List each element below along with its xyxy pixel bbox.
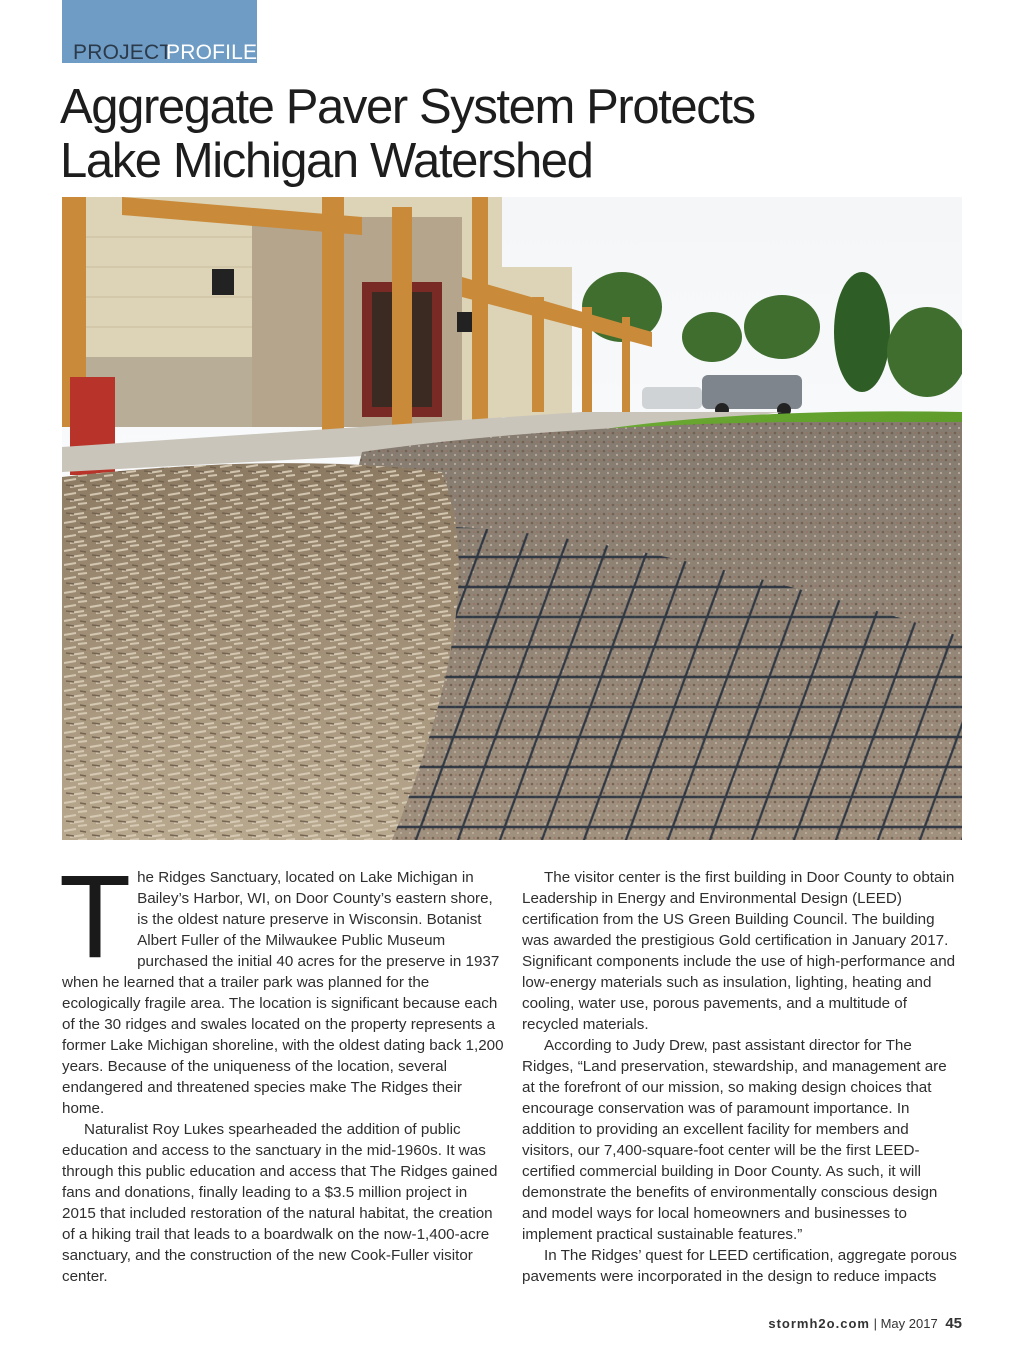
footer-site: stormh2o.com	[768, 1316, 870, 1331]
article-title	[60, 80, 960, 188]
hero-photo	[62, 197, 962, 840]
paragraph-4: According to Judy Drew, past assistant director for The Ridges, “Land preservation, stewardship, and management are at the forefront of our mission, so making design choices that encourage conservation was of paramount importance. In addition to providing an excellent facility for members and visitors, our 7,400-square-foot center will be the first LEED-certified commercial building in Door County. As such, it will demonstrate the benefits of environmentally conscious design and model ways for local homeowners and businesses to implement practical sustainable features.”	[522, 1037, 947, 1243]
title-line-1: Aggregate Paver System Protects	[60, 80, 755, 134]
paragraph-3: The visitor center is the first building in Door County to obtain Leadership in Energy and Environmental Design (LEED) certification from the US Green Building Council. The building was awarded the prestigious Gold certification in January 2017. Significant components include the use of high-performance and low-energy materials such as insulation, lighting, heating and cooling, water use, porous pavements, and a multitude of recycled materials.	[522, 869, 956, 1033]
paragraph-2: Naturalist Roy Lukes spearheaded the addition of public education and access to the sanctuary in the mid-1960s. It was through this public education and access that The Ridges gained fans and donations, finally leading to a $3.5 million project in 2015 that included restoration of the natural habitat, the creation of a hiking trail that leads to a boardwalk on the now-1,400-acre sanctuary, and the construction of the new Cook-Fuller visitor center.	[62, 1121, 498, 1285]
title-line-2: Lake Michigan Watershed	[60, 134, 593, 188]
page-number: 45	[945, 1315, 962, 1332]
article-column-right	[522, 867, 962, 1287]
paragraph-1-text: he Ridges Sanctuary, located on Lake Michigan in Bailey’s Harbor, WI, on Door County’s eastern shore, is the oldest nature preserve in Wisconsin. Botanist Albert Fuller of the Milwaukee Public Museum purchased the initial 40 acres for the preserve in 1937 when he learned that a trailer park was planned for the ecologically fragile area. The location is significant because each of the 30 ridges and swales located on the property represents a former Lake Michigan shoreline, with the oldest dating back 1,200 years. Because of the uniqueness of the location, several endangered and threatened species make The Ridges their home.	[62, 869, 504, 1117]
section-tag-word2: PROFILE	[166, 41, 258, 64]
drop-cap: T	[59, 851, 132, 983]
page-footer	[768, 1315, 962, 1332]
section-tag-word1: PROJECT	[73, 41, 173, 64]
paragraph-5: In The Ridges’ quest for LEED certification, aggregate porous pavements were incorporated in the design to reduce impacts	[522, 1247, 957, 1285]
paver-path-illustration	[62, 197, 962, 840]
section-tag	[62, 0, 257, 63]
article-column-left	[59, 851, 504, 1287]
paragraph-1	[59, 851, 504, 1119]
footer-date: May 2017	[880, 1316, 938, 1331]
footer-separator: |	[873, 1316, 877, 1331]
